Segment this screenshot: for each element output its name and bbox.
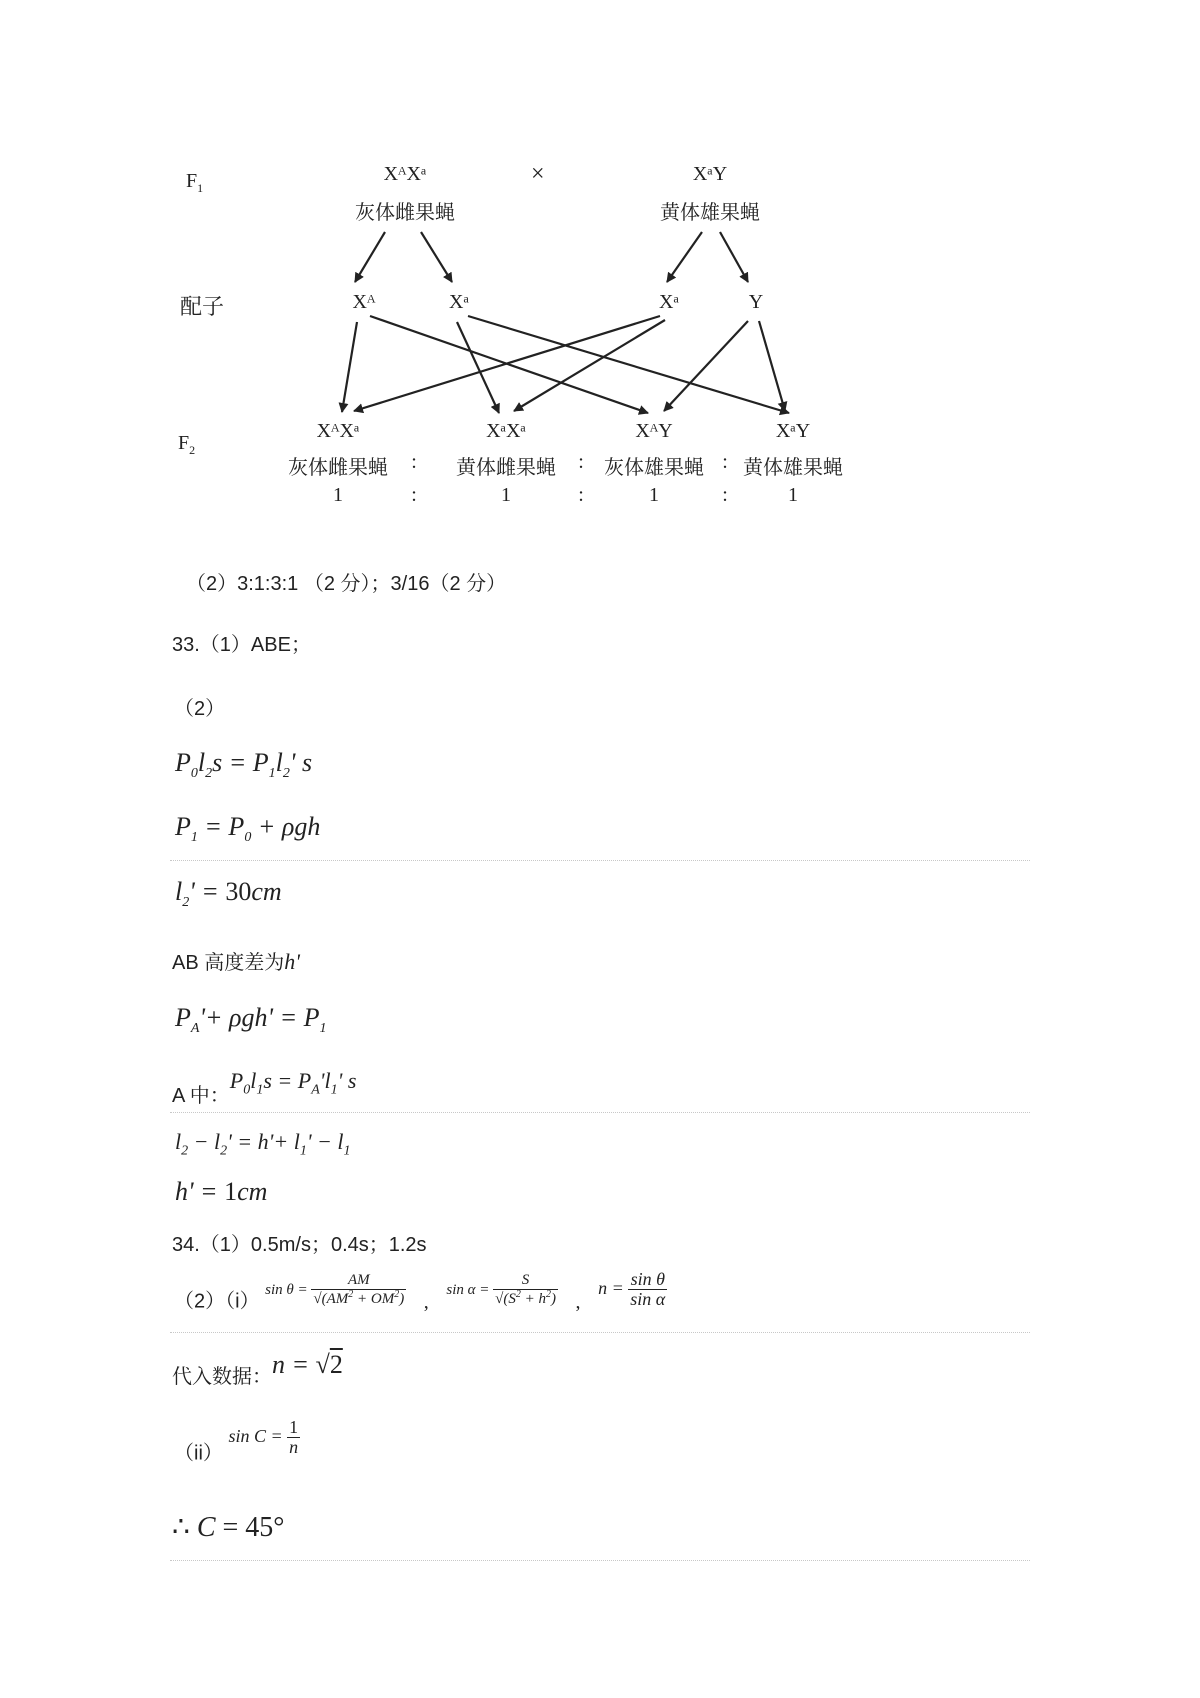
parent-female-genotype: XᴬXᵃ <box>383 163 427 185</box>
row-label-gametes: 配子 <box>180 295 225 320</box>
parent-male-genotype: XᵃY <box>692 163 728 185</box>
row-label-f1: $F_1$ <box>186 170 204 195</box>
equation-c-45: ∴ C = 45° <box>172 1512 285 1543</box>
phenotype-separator: : <box>411 451 417 473</box>
offspring-4-genotype: XᵃY <box>775 420 811 442</box>
offspring-3-ratio: 1 <box>649 484 659 506</box>
equation-boyle-b: $P_0l_2s = P_1l_2'$ s <box>175 748 313 782</box>
gamete-female-xa-dominant: Xᴬ <box>352 291 376 313</box>
dotted-divider <box>170 1112 1030 1113</box>
substitute-line: 代入数据：n = √2 <box>172 1350 343 1388</box>
offspring-2-ratio: 1 <box>501 484 511 506</box>
cross-arrows <box>0 0 1200 560</box>
offspring-2-genotype: XᵃXᵃ <box>486 420 526 442</box>
answer-34-1: 34.（1）0.5m/s；0.4s；1.2s <box>172 1234 427 1256</box>
offspring-2-phenotype: 黄体雌果蝇 <box>456 455 556 479</box>
offspring-4-phenotype: 黄体雄果蝇 <box>743 455 843 479</box>
dotted-divider <box>170 860 1030 861</box>
arrow-male-to-gamete-xa-recessive <box>667 232 702 282</box>
arrow-female-to-gamete-xa-recessive <box>421 232 452 282</box>
equation-pressure-p1: $P_1 = P_0 + \rho gh$ <box>175 812 321 846</box>
offspring-3-phenotype: 灰体雄果蝇 <box>604 455 704 479</box>
answer-34-2-ii: （ii） sin C = $\frac{1}{n}$ <box>174 1417 299 1465</box>
ratio-separator: : <box>578 484 584 506</box>
equation-h-prime: h' = 1cm <box>175 1177 268 1206</box>
ratio-separator: : <box>722 484 728 506</box>
dotted-divider <box>170 1332 1030 1333</box>
arrow-xa-dominant-to-offspring-3 <box>370 316 648 413</box>
answer-34-2-i: （2）（i） sin θ = $\frac{AM}{√(AM^2 + OM^2)}$ , sin α = $\frac{S}{√(S^2 + h^2)}$ , n = $\frac{\text{sin θ}}{\text{sin α}}$ <box>174 1269 666 1313</box>
equation-sin-alpha: sin α = $\frac{S}{√(S^2 + h^2)}$ <box>446 1271 556 1307</box>
cross-symbol: × <box>531 161 545 187</box>
offspring-1-ratio: 1 <box>333 484 343 506</box>
offspring-3-genotype: XᴬY <box>635 420 673 442</box>
equation-pa-balance: $P_A'+ \rho gh' = P_1$ <box>175 1003 327 1037</box>
arrow-female-to-gamete-xa-dominant <box>355 232 385 282</box>
dotted-divider <box>170 1560 1030 1561</box>
offspring-4-ratio: 1 <box>788 484 798 506</box>
gamete-female-xa-recessive: Xᵃ <box>449 291 469 313</box>
phenotype-separator: : <box>722 451 728 473</box>
arrow-male-xa-to-offspring-1 <box>354 316 660 411</box>
arrow-male-xa-to-offspring-2 <box>514 320 665 411</box>
answer-33-2-label: （2） <box>174 698 226 720</box>
phenotype-separator: : <box>578 451 584 473</box>
answer-33-1: 33.（1）ABE； <box>172 634 311 656</box>
arrow-xa-dominant-to-offspring-1 <box>342 322 357 412</box>
equation-sin-theta: sin θ = $\frac{AM}{√(AM^2 + OM^2)}$ <box>265 1271 405 1307</box>
equation-length-relation: $l_2 - l_2' = h'+ l_1' - l_1$ <box>175 1129 351 1159</box>
offspring-1-phenotype: 灰体雌果蝇 <box>288 455 388 479</box>
parent-male-phenotype: 黄体雄果蝇 <box>660 200 760 224</box>
equation-l2-prime: $l_2' = 30cm$ <box>175 877 282 911</box>
answer-32-2: （2）3:1:3:1 （2 分）；3/16（2 分） <box>186 573 507 595</box>
ab-height-line: AB 高度差为h' <box>172 949 300 974</box>
a-chamber-line: A 中：$P_0l_1s = P_A'l_1'$ s <box>172 1068 357 1107</box>
arrow-y-to-offspring-4 <box>759 321 785 411</box>
arrow-male-to-gamete-y <box>720 232 748 282</box>
row-label-f2: $F_2$ <box>178 432 196 457</box>
arrow-xa-recessive-to-offspring-4 <box>468 316 789 413</box>
gamete-male-y: Y <box>748 291 764 313</box>
equation-refractive-index: n = $\frac{\text{sin θ}}{\text{sin α}}$ <box>598 1269 666 1309</box>
equation-sin-c: sin C = $\frac{1}{n}$ <box>228 1417 299 1457</box>
offspring-1-genotype: XᴬXᵃ <box>316 420 360 442</box>
gamete-male-xa-recessive: Xᵃ <box>659 291 679 313</box>
ratio-separator: : <box>411 484 417 506</box>
parent-female-phenotype: 灰体雌果蝇 <box>355 200 455 224</box>
